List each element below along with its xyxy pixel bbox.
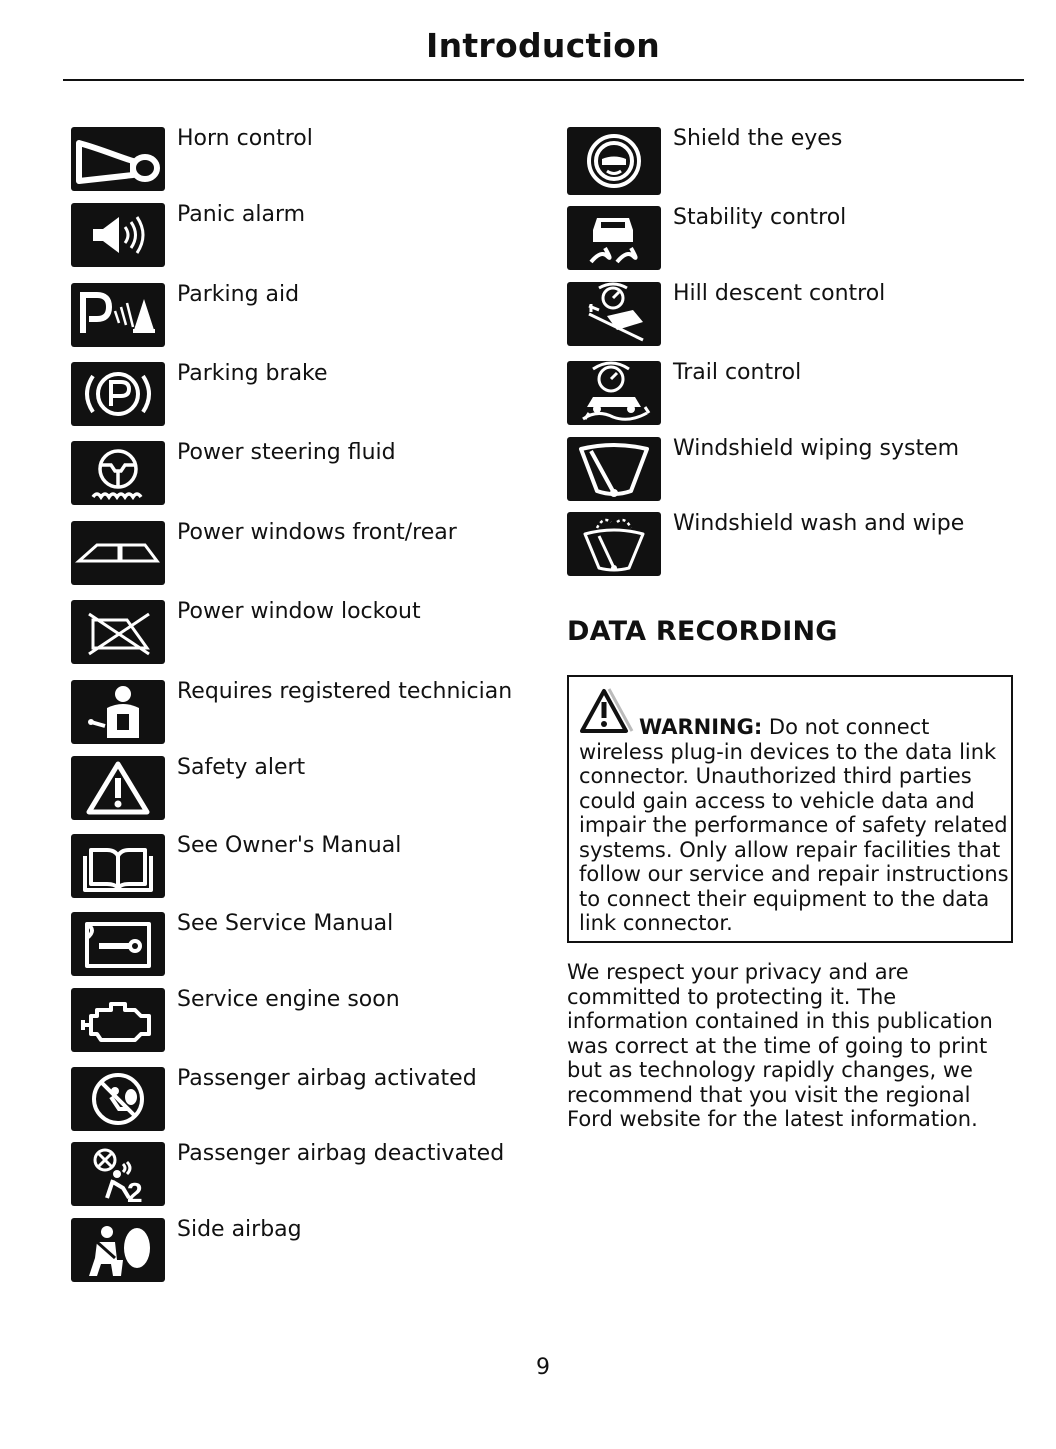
symbol-label: Parking aid: [177, 282, 300, 307]
title-divider: [63, 79, 1024, 81]
warning-box: [567, 675, 1013, 943]
parking-brake-icon: [71, 362, 165, 426]
engine-icon: [71, 988, 165, 1052]
symbol-label: Power steering fluid: [177, 440, 396, 465]
symbol-label: Stability control: [673, 205, 847, 230]
horn-icon: [71, 127, 165, 191]
symbol-label: Windshield wiping system: [673, 436, 960, 461]
airbag-deactivated-icon: [71, 1142, 165, 1206]
book-icon: [71, 834, 165, 898]
privacy-paragraph: We respect your privacy and are committed to protecting it. The information contained in this publication was correct at the time of going to print but as technology rapidly changes, we recommend that you visit the regional Ford website for the latest information.: [567, 960, 993, 1131]
symbol-label: Power window lockout: [177, 599, 421, 624]
symbol-label: Horn control: [177, 126, 313, 151]
side-airbag-icon: [71, 1218, 165, 1282]
power-windows-icon: [71, 521, 165, 585]
symbol-label: Shield the eyes: [673, 126, 843, 151]
symbol-label: Hill descent control: [673, 281, 886, 306]
symbol-label: Passenger airbag activated: [177, 1066, 477, 1091]
warning-triangle-icon: [71, 756, 165, 820]
warning-label: WARNING:: [639, 715, 763, 739]
symbol-label: See Service Manual: [177, 911, 394, 936]
symbol-label: Requires registered technician: [177, 679, 513, 704]
window-lockout-icon: [71, 600, 165, 664]
parking-aid-icon: [71, 283, 165, 347]
symbol-label: See Owner's Manual: [177, 833, 402, 858]
steering-fluid-icon: [71, 441, 165, 505]
section-heading-data-recording: DATA RECORDING: [567, 616, 838, 647]
hill-descent-icon: [567, 282, 661, 346]
goggles-icon: [567, 127, 661, 195]
page-title: Introduction: [425, 26, 661, 65]
symbol-label: Parking brake: [177, 361, 328, 386]
trail-control-icon: [567, 361, 661, 425]
wash-wipe-icon: [567, 512, 661, 576]
symbol-label: Panic alarm: [177, 202, 306, 227]
service-manual-icon: [71, 912, 165, 976]
airbag-activated-icon: [71, 1067, 165, 1131]
symbol-label: Service engine soon: [177, 987, 400, 1012]
technician-icon: [71, 680, 165, 744]
warning-text: [579, 715, 1009, 936]
symbol-label: Passenger airbag deactivated: [177, 1141, 505, 1166]
page-number: 9: [536, 1355, 550, 1380]
symbol-label: Safety alert: [177, 755, 306, 780]
symbol-label: Side airbag: [177, 1217, 302, 1242]
symbol-label: Trail control: [673, 360, 802, 385]
stability-control-icon: [567, 206, 661, 270]
svg-text:2: 2: [127, 1177, 143, 1206]
warning-body: Do not connect wireless plug-in devices to the data link connector. Unauthorized third parties could gain access to vehicle data and impair the performance of safety related systems. Only allow repair facilities that follow our service and repair instructions to connect their equipment to the data link connector.: [579, 715, 1009, 935]
wiper-icon: [567, 437, 661, 501]
symbol-label: Power windows front/rear: [177, 520, 457, 545]
speaker-icon: [71, 203, 165, 267]
symbol-label: Windshield wash and wipe: [673, 511, 965, 536]
